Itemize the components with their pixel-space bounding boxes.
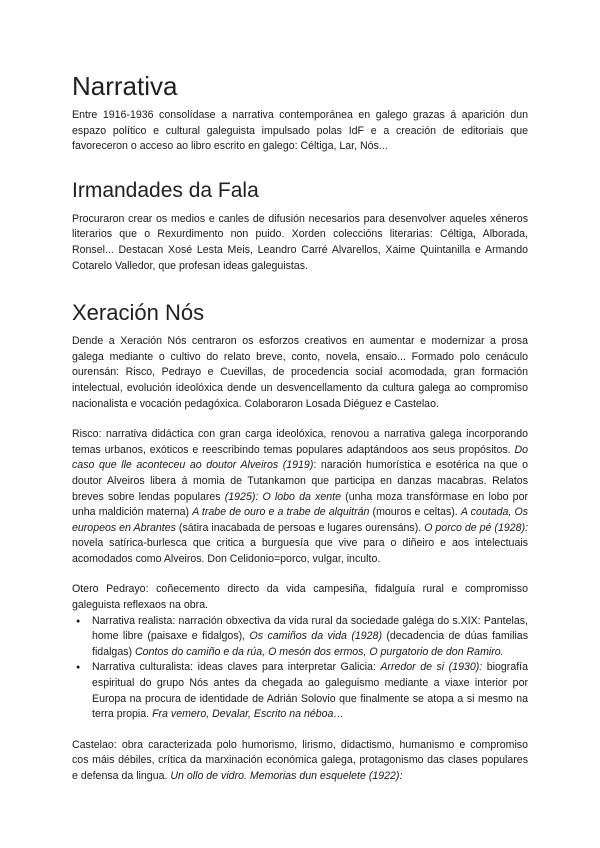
section-heading-irmandades: Irmandades da Fala [72, 178, 259, 202]
list-item: ● Narrativa realista: narración obxectiva da vida rural da sociedade galéga do s.XIX: Pantelas, home libre (paisaxe e fidalgos), Os camiños da vida (1928) (decadencia de dúas familias fidalgas) Contos do camiño e da rúa, O mesón dos ermos, O purgatorio de don Ramiro. [92, 614, 528, 661]
list-item: ● Narrativa culturalista: ideas claves para interpretar Galicia: Arredor de si (1930): biografía espiritual do grupo Nós antes da chegada ao galeguismo mediante a viaxe interior por Europa na procura de identidade de Adrián Solovio que finalmente se atopa a si mesmo na terra propia. Fra vemero, Devalar, Escrito na néboa… [92, 660, 528, 722]
italic-title: Contos do camiño e da rúa, O mesón dos ermos, O purgatorio de don Ramiro. [135, 645, 504, 658]
italic-title: A coutada, Os europeos en Abrantes [72, 506, 528, 534]
italic-title: A trabe de ouro e a trabe de alquitrán [192, 506, 370, 519]
nos-intro-paragraph: Dende a Xeración Nós centraron os esforzos creativos en aumentar e modernizar a prosa galega mediante o cultivo do relato breve, conto, novela, ensaio... Formado polo cenáculo ourensán: Risco, Pedrayo e Cuevillas, de procedencia social acomodada, gran formación intelectual, evolución ideolóxica dende un desvencellamento da cultura galega ao compromiso nacionalista e vocación pedagóxica. Colaboraron Losada Diéguez e Castelao. [72, 335, 528, 410]
page-title: Narrativa [72, 71, 178, 101]
otero-list [72, 614, 528, 723]
section-heading-nos: Xeración Nós [72, 300, 205, 326]
italic-title: Un ollo de vidro. Memorias dun esquelete (1922): [170, 770, 403, 782]
intro-paragraph: Entre 1916-1936 consolídase a narrativa contemporánea en galego grazas á aparición dun espazo político e cultural galeguista impulsado polas IdF e a creación de editoriais que favoreceron o acceso ao libro escrito en galego: Céltiga, Lar, Nós... [72, 109, 528, 153]
italic-title: Arredor de si (1930): [380, 661, 483, 674]
otero-paragraph: Otero Pedrayo: coñecemento directo da vida campesiña, fidalguía rural e compromisso galeguista reflexaos na obra. [72, 583, 528, 612]
italic-title: O porco de pé (1928): [424, 521, 528, 534]
irmandades-paragraph: Procuraron crear os medios e canles de difusión necesarios para desenvolver aqueles xéneros literarios que o Rexurdimento non puido. Xorden coleccións literarias: Céltiga, Alborada, Ronsel... Destacan Xosé Lesta Meis, Leandro Carré Alvarellos, Xaime Quintanilla e Armando Cotarelo Valledor, que profesan ideas galeguistas. [72, 212, 528, 272]
document-body [72, 70, 528, 785]
italic-title: (1925): O lobo da xente [224, 490, 341, 503]
italic-title: Do caso que lle aconteceu ao doutor Alveiros (1919) [72, 443, 528, 472]
risco-paragraph: Risco: narrativa didáctica con gran carga ideolóxica, renovou a narrativa galega incorporando temas urbanos, exóticos e reescribindo temas populares adaptándoos aos seus propósitos. Do caso que lle aconteceu ao doutor Alveiros (1919): naración humorística e esotérica na que o doutor Alveiros libera á momia de Tutankamon que participa en danzas macabras. Relatos breves sobre lendas populares (1925): O lobo da xente (unha moza transfórmase en lobo por unha maldición materna) A trabe de ouro e a trabe de alquitrán (mouros e celtas). A coutada, Os europeos en Abrantes (sátira inacabada de persoas e lugares ourensáns). O porco de pé (1928): novela satírica-burlesca que critica a burguesía que vive para o diñeiro e aos intelectuais acomodados como Alveiros. Don Celidonio=porco, vulgar, inculto. [72, 428, 529, 565]
castelao-paragraph: Castelao: obra caracterizada polo humorismo, lirismo, didactismo, humanismo e compromiso cos máis débiles, crítica da marxinación económica galega, protagonismo das clases populares e defensa da lingua. Un ollo de vidro. Memorias dun esquelete (1922): [72, 738, 528, 782]
italic-title: Fra vemero, Devalar, Escrito na néboa… [152, 708, 345, 721]
italic-title: Os camiños da vida (1928) [249, 630, 382, 643]
